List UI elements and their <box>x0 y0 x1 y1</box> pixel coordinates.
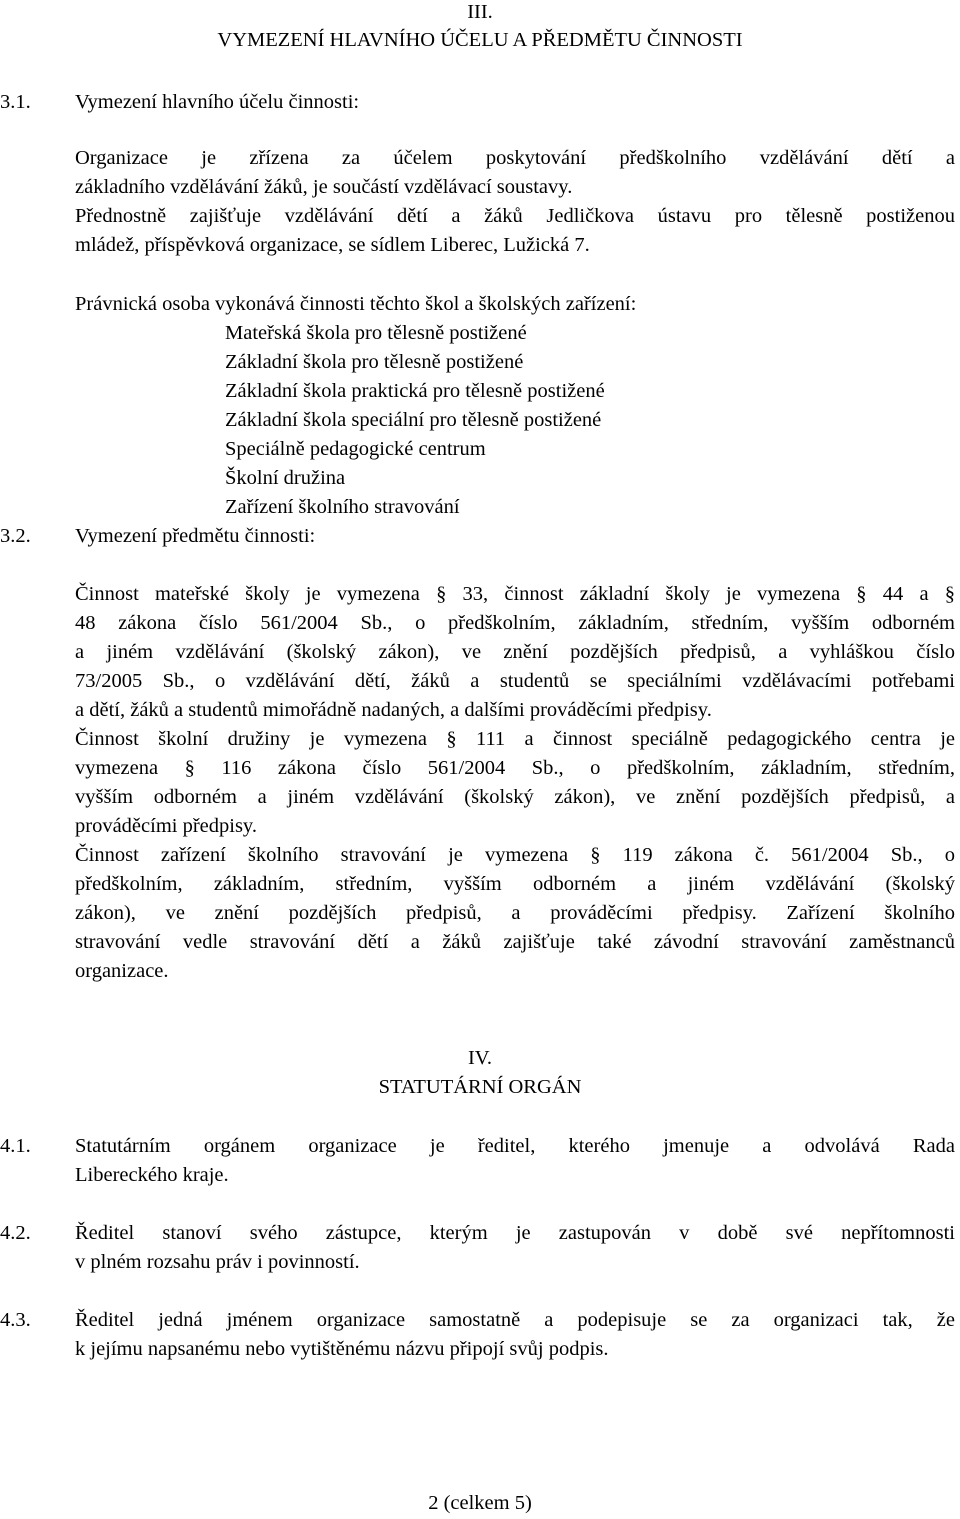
paragraph-number: 4.2. <box>0 1222 31 1244</box>
paragraph-number: 4.3. <box>0 1309 31 1331</box>
text-line: vyšším odborném a jiném vzdělávání (školský zákon), ve znění pozdějších předpisů, a <box>75 786 955 808</box>
text-line: stravování vedle stravování dětí a žáků zajišťuje také závodní stravování zaměstnanců <box>75 931 955 953</box>
section-title: VYMEZENÍ HLAVNÍHO ÚČELU A PŘEDMĚTU ČINNOSTI <box>217 29 743 51</box>
text-line: vymezena § 116 zákona číslo 561/2004 Sb., o předškolním, základním, středním, <box>75 757 955 779</box>
text-line: a dětí, žáků a studentů mimořádně nadaných, a dalšími prováděcími předpisy. <box>75 699 712 721</box>
text-line: Činnost mateřské školy je vymezena § 33, činnost základní školy je vymezena § 44 a § <box>75 583 955 605</box>
text-line: Činnost zařízení školního stravování je vymezena § 119 zákona č. 561/2004 Sb., o <box>75 844 955 866</box>
text-line: Ředitel jedná jménem organizace samostatně a podepisuje se za organizaci tak, že <box>75 1309 955 1331</box>
paragraph-number: 3.1. <box>0 91 31 113</box>
text-line: Přednostně zajišťuje vzdělávání dětí a žáků Jedličkova ústavu pro tělesně postiženou <box>75 205 955 227</box>
list-item: Základní škola speciální pro tělesně postižené <box>225 409 602 431</box>
paragraph-heading: Vymezení hlavního účelu činnosti: <box>75 91 360 113</box>
text-line: k jejímu napsanému nebo vytištěnému názvu připojí svůj podpis. <box>75 1338 609 1360</box>
list-item: Základní škola praktická pro tělesně postižené <box>225 380 605 402</box>
entities-intro: Právnická osoba vykonává činnosti těchto škol a školských zařízení: <box>75 293 637 315</box>
text-line: v plném rozsahu práv i povinností. <box>75 1251 360 1273</box>
text-line: mládež, příspěvková organizace, se sídlem Liberec, Lužická 7. <box>75 234 590 256</box>
text-line: Činnost školní družiny je vymezena § 111 a činnost speciálně pedagogického centra je <box>75 728 955 750</box>
text-line: Ředitel stanoví svého zástupce, kterým je zastupován v době své nepřítomnosti <box>75 1222 955 1244</box>
section-number: III. <box>467 1 493 23</box>
text-line: organizace. <box>75 960 169 982</box>
text-line: 48 zákona číslo 561/2004 Sb., o předškolním, základním, středním, vyšším odborném <box>75 612 955 634</box>
paragraph-number: 3.2. <box>0 525 31 547</box>
text-line: zákon), ve znění pozdějších předpisů, a prováděcími předpisy. Zařízení školního <box>75 902 955 924</box>
text-line: prováděcími předpisy. <box>75 815 257 837</box>
list-item: Školní družina <box>225 467 346 489</box>
text-line: Libereckého kraje. <box>75 1164 229 1186</box>
text-line: základního vzdělávání žáků, je součástí vzdělávací soustavy. <box>75 176 573 198</box>
list-item: Mateřská škola pro tělesně postižené <box>225 322 527 344</box>
section-title: STATUTÁRNÍ ORGÁN <box>378 1076 582 1098</box>
page-number: 2 (celkem 5) <box>428 1492 532 1514</box>
text-line: a jiném vzdělávání (školský zákon), ve znění pozdějších předpisů, a vyhláškou číslo <box>75 641 955 663</box>
text-line: 73/2005 Sb., o vzdělávání dětí, žáků a studentů se speciálními vzdělávacími potřebami <box>75 670 955 692</box>
paragraph-heading: Vymezení předmětu činnosti: <box>75 525 316 547</box>
list-item: Zařízení školního stravování <box>225 496 460 518</box>
section-number: IV. <box>467 1047 493 1069</box>
text-line: Statutárním orgánem organizace je ředitel, kterého jmenuje a odvolává Rada <box>75 1135 955 1157</box>
paragraph-number: 4.1. <box>0 1135 31 1157</box>
list-item: Základní škola pro tělesně postižené <box>225 351 524 373</box>
list-item: Speciálně pedagogické centrum <box>225 438 486 460</box>
text-line: Organizace je zřízena za účelem poskytování předškolního vzdělávání dětí a <box>75 147 955 169</box>
text-line: předškolním, základním, středním, vyšším odborném a jiném vzdělávání (školský <box>75 873 955 895</box>
